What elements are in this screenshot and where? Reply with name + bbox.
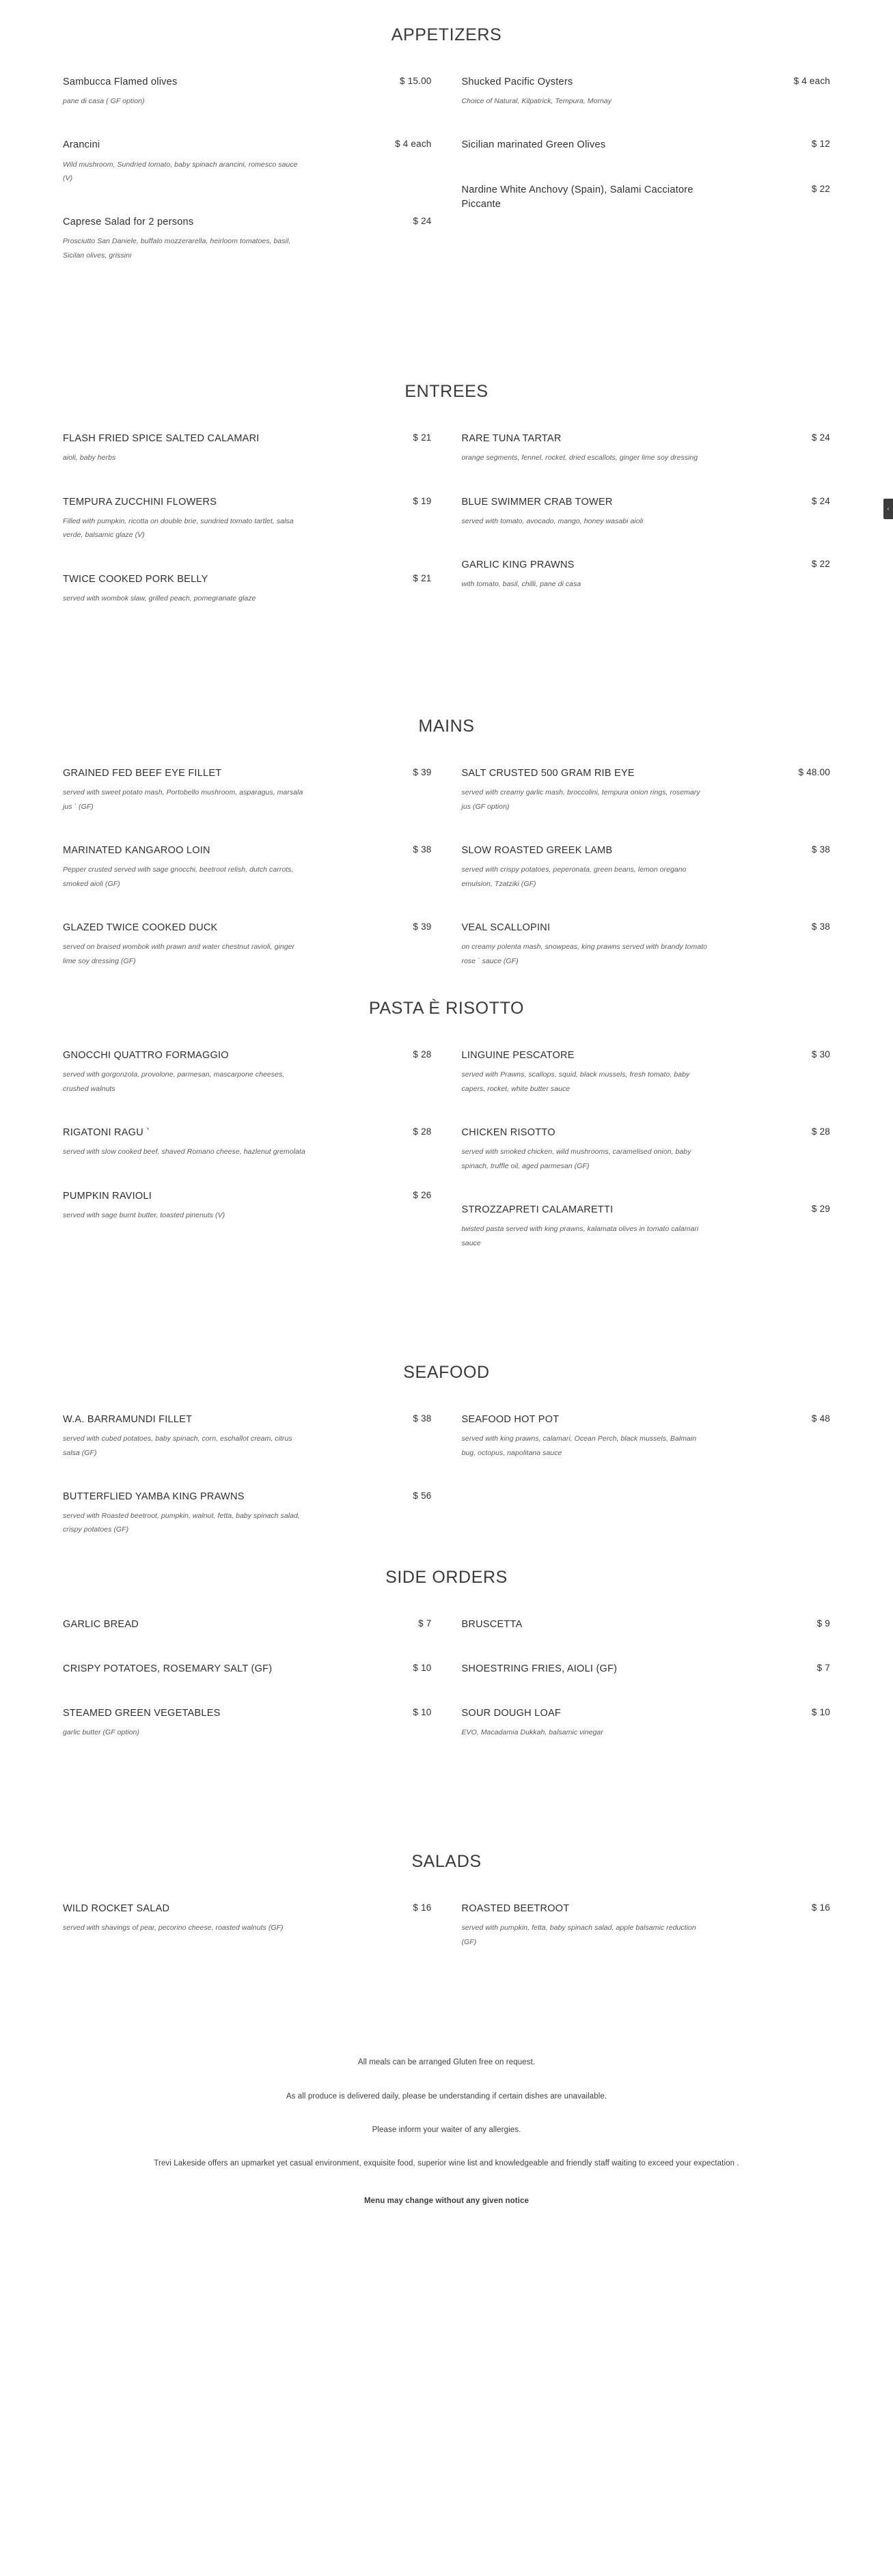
menu-item [462, 1049, 831, 1096]
menu-item-name: GARLIC KING PRAWNS [461, 559, 575, 571]
menu-column-left [63, 432, 447, 635]
menu-item [63, 1490, 432, 1537]
menu-section-mains [0, 635, 893, 998]
menu-item-price: $ 9 [816, 1618, 830, 1629]
menu-item-name: LINGUINE PESCATORE [461, 1050, 575, 1062]
menu-item-head [462, 432, 831, 446]
menu-item-name: RARE TUNA TARTAR [461, 433, 562, 445]
menu-items-grid [0, 1049, 893, 1280]
menu-item-description: served with Prawns, scallops, squid, black mussels, fresh tomato, baby capers, rocket, white butter sauce [461, 1070, 690, 1093]
menu-item [462, 183, 831, 212]
menu-item [63, 1706, 432, 1739]
menu-item [462, 138, 831, 152]
menu-item-head [462, 138, 831, 152]
menu-item-head [462, 558, 831, 572]
menu-item-description: served with tomato, avocado, mango, honey wasabi aioli [461, 516, 644, 525]
menu-item-description: served with shavings of pear, pecorino cheese, roasted walnuts (GF) [63, 1924, 284, 1933]
menu-item-head [63, 1706, 432, 1721]
menu-item-description: aioli, baby herbs [63, 454, 116, 462]
menu-item-name: CHICKEN RISOTTO [461, 1127, 555, 1139]
menu-item [462, 558, 831, 591]
menu-item [63, 215, 432, 262]
menu-item-name: GRAINED FED BEEF EYE FILLET [63, 768, 222, 779]
menu-item-head [63, 215, 432, 230]
menu-column-left [63, 1413, 447, 1567]
menu-item-head [462, 1706, 831, 1721]
menu-item-price: $ 24 [811, 495, 830, 506]
menu-item [63, 1189, 432, 1222]
menu-item-price: $ 22 [811, 559, 830, 570]
menu-item-name: SALT CRUSTED 500 GRAM RIB EYE [461, 768, 635, 779]
menu-item [63, 495, 432, 542]
menu-item-name: SOUR DOUGH LOAF [461, 1707, 562, 1719]
menu-item-price: $ 16 [811, 1902, 830, 1913]
chevron-left-icon: ‹ [887, 505, 890, 512]
menu-item [462, 432, 831, 465]
menu-item-head [63, 75, 432, 89]
menu-item [462, 921, 831, 968]
menu-item-head [462, 183, 831, 212]
menu-item-description: Prosciutto San Daniele, buffalo mozzerarella, heirloom tomatoes, basil, Sicilan olives, grissini [63, 237, 291, 260]
menu-item-name: STEAMED GREEN VEGETABLES [63, 1707, 221, 1719]
menu-item-name: BUTTERFLIED YAMBA KING PRAWNS [63, 1491, 245, 1502]
menu-item-description: served with creamy garlic mash, broccolini, tempura onion rings, rosemary jus (GF option) [461, 788, 700, 811]
menu-item-description: served with slow cooked beef, shaved Romano cheese, hazlenut gremolata [63, 1148, 305, 1157]
menu-column-right [447, 432, 831, 635]
menu-item-name: W.A. BARRAMUNDI FILLET [63, 1414, 193, 1426]
menu-column-left [63, 75, 447, 292]
menu-item-description: orange segments, fennel, rocket, dried escallots, ginger lime soy dressing [461, 454, 698, 462]
menu-item-name: VEAL SCALLOPINI [461, 922, 551, 934]
menu-item [462, 495, 831, 528]
menu-item-name: Shucked Pacific Oysters [461, 77, 573, 87]
menu-item-name: CRISPY POTATOES, ROSEMARY SALT (GF) [63, 1663, 273, 1674]
menu-item-price: $ 4 each [395, 139, 432, 150]
footer-notes [0, 2055, 893, 2236]
menu-item-description: Filled with pumpkin, ricotta on double brie, sundried tomato tartlet, salsa verde, balsamic glaze (V) [63, 516, 294, 540]
menu-item-price: $ 12 [811, 139, 830, 150]
menu-item-description: served with sage burnt butter, toasted pinenuts (V) [63, 1210, 225, 1219]
menu-item-price: $ 56 [413, 1490, 432, 1501]
menu-item-head [462, 844, 831, 858]
menu-section-seafood [0, 1280, 893, 1567]
menu-item-head [462, 1049, 831, 1063]
menu-section-pasta-risotto [0, 998, 893, 1280]
menu-item-price: $ 22 [811, 183, 830, 194]
menu-item [63, 432, 432, 465]
menu-item-description: served with crispy potatoes, peperonata, green beans, lemon oregano emulsion, Tzatziki (GF) [461, 865, 687, 888]
menu-item-name: GLAZED TWICE COOKED DUCK [63, 922, 218, 934]
menu-item-head [462, 921, 831, 935]
menu-item-name: GNOCCHI QUATTRO FORMAGGIO [63, 1050, 229, 1062]
menu-item-price: $ 38 [413, 844, 432, 855]
menu-item-head [462, 1126, 831, 1140]
section-title-pasta-risotto: PASTA È RISOTTO [368, 999, 525, 1019]
menu-item [462, 1902, 831, 1949]
menu-item-name: GARLIC BREAD [63, 1618, 139, 1630]
menu-item-description: served with king prawns, calamari, Ocean Perch, black mussels, Balmain bug, octopus, napolitana sauce [461, 1435, 697, 1457]
menu-item-price: $ 38 [811, 844, 830, 855]
menu-item-name: STROZZAPRETI CALAMARETTI [461, 1204, 614, 1216]
menu-item [63, 766, 432, 814]
menu-item-name: ROASTED BEETROOT [461, 1903, 570, 1915]
menu-item-head [63, 1618, 432, 1632]
menu-item-head [63, 766, 432, 781]
menu-column-right [447, 1618, 831, 1770]
menu-item-price: $ 4 each [793, 76, 830, 86]
menu-column-right [447, 1902, 831, 1979]
menu-item-price: $ 10 [413, 1706, 432, 1717]
menu-item [63, 572, 432, 605]
menu-item-description: served with pumpkin, fetta, baby spinach salad, apple balsamic reduction (GF) [461, 1924, 696, 1946]
menu-item-name: SHOESTRING FRIES, AIOLI (GF) [461, 1663, 618, 1674]
menu-item [63, 138, 432, 185]
menu-item-price: $ 28 [413, 1126, 432, 1137]
menu-item-head [63, 1662, 432, 1676]
menu-item-description: served with cubed potatoes, baby spinach, corn, eschallot cream, citrus salsa (GF) [63, 1435, 292, 1457]
menu-item [63, 844, 432, 891]
menu-column-right [447, 1049, 831, 1280]
menu-section-appetizers [0, 0, 893, 292]
menu-item [462, 1413, 831, 1460]
menu-item-price: $ 28 [811, 1126, 830, 1137]
menu-column-left [63, 1049, 447, 1280]
menu-item [63, 1413, 432, 1460]
menu-item-head [462, 1618, 831, 1632]
menu-item-price: $ 26 [413, 1189, 432, 1200]
menu-items-grid [0, 75, 893, 292]
menu-item-head [63, 1126, 432, 1140]
menu-items-grid [0, 766, 893, 998]
footer-note-gluten: All meals can be arranged Gluten free on request. [357, 2058, 536, 2067]
menu-item [63, 1618, 432, 1632]
menu-item-description: served with wombok slaw, grilled peach, pomegranate glaze [63, 594, 256, 603]
footer-note-produce: As all produce is delivered daily, please be understanding if certain dishes are unavailable. [286, 2092, 607, 2101]
menu-item [63, 75, 432, 108]
menu-item-name: SLOW ROASTED GREEK LAMB [461, 845, 613, 857]
menu-item-head [462, 495, 831, 510]
footer-note-about: Trevi Lakeside offers an upmarket yet casual environment, exquisite food, superior wine list and knowledgeable and friendly staff waiting to exceed your expectation . [154, 2159, 739, 2168]
footer-note-allergies: Please inform your waiter of any allergies. [372, 2125, 521, 2134]
menu-item-price: $ 10 [811, 1706, 830, 1717]
menu-items-grid [0, 1902, 893, 1979]
menu-column-left [63, 766, 447, 998]
menu-item [462, 1706, 831, 1739]
menu-item-price: $ 21 [413, 432, 432, 443]
edge-collapse-tab[interactable] [883, 499, 893, 519]
menu-item [63, 1049, 432, 1096]
menu-item-description: pane di casa ( GF option) [63, 97, 145, 106]
menu-item-price: $ 48 [811, 1413, 830, 1424]
menu-column-left [63, 1618, 447, 1770]
menu-item-head [63, 1413, 432, 1427]
menu-items-grid [0, 1413, 893, 1567]
menu-item-price: $ 7 [418, 1618, 432, 1629]
section-title-mains: MAINS [418, 717, 475, 736]
menu-item-head [63, 138, 432, 152]
menu-item-name: PUMPKIN RAVIOLI [63, 1190, 152, 1202]
menu-item-name: Arancini [63, 139, 100, 151]
menu-item-name: MARINATED KANGAROO LOIN [63, 845, 210, 857]
menu-item-price: $ 15.00 [400, 76, 432, 86]
menu-item-head [462, 1203, 831, 1217]
menu-item-price: $ 19 [413, 495, 432, 506]
menu-item-name: Sambucca Flamed olives [63, 77, 178, 87]
menu-item-description: garlic butter (GF option) [63, 1728, 139, 1736]
menu-item-head [63, 1049, 432, 1063]
menu-item-head [63, 572, 432, 587]
menu-item-name: TEMPURA ZUCCHINI FLOWERS [63, 496, 217, 508]
menu-item-description: served with sweet potato mash, Portobello mushroom, asparagus, marsala jus ` (GF) [63, 788, 303, 811]
menu-items-grid [0, 432, 893, 635]
menu-item-price: $ 38 [811, 922, 830, 932]
menu-item-price: $ 7 [816, 1662, 830, 1673]
menu-item [63, 1662, 432, 1676]
menu-item-price: $ 28 [413, 1049, 432, 1060]
menu-item-name: BRUSCETTA [461, 1618, 523, 1630]
menu-column-right [447, 75, 831, 292]
menu-item [462, 1662, 831, 1676]
menu-item-name: SEAFOOD HOT POT [461, 1414, 560, 1426]
menu-item-price: $ 48.00 [798, 767, 830, 778]
menu-item-name: RIGATONI RAGU ` [63, 1127, 150, 1139]
menu-item-head [63, 921, 432, 935]
menu-item [462, 844, 831, 891]
menu-section-salads [0, 1769, 893, 1979]
menu-item-head [63, 1490, 432, 1504]
menu-item-price: $ 24 [413, 216, 432, 227]
menu-item-name: BLUE SWIMMER CRAB TOWER [461, 496, 613, 508]
menu-item-description: Choice of Natural, Kilpatrick, Tempura, Mornay [461, 97, 612, 106]
menu-item-description: served on braised wombok with prawn and water chestnut ravioli, ginger lime soy dressing (GF) [63, 943, 295, 965]
menu-item-price: $ 39 [413, 922, 432, 932]
section-title-entrees: ENTREES [404, 382, 489, 402]
menu-item [462, 1203, 831, 1250]
menu-item [63, 1902, 432, 1935]
menu-item [462, 1618, 831, 1632]
menu-item-head [63, 1189, 432, 1204]
menu-item-head [462, 75, 831, 89]
menu-items-grid [0, 1618, 893, 1770]
menu-item-price: $ 10 [413, 1662, 432, 1673]
menu-column-right [447, 1413, 831, 1567]
menu-item-description: twisted pasta served with king prawns, kalamata olives in tomato calamari sauce [461, 1225, 699, 1247]
menu-item [462, 1126, 831, 1173]
menu-item-description: served with gorgonzola, provolone, parmesan, mascarpone cheeses, crushed walnuts [63, 1070, 285, 1093]
menu-item [63, 921, 432, 968]
menu-item-name: Sicilian marinated Green Olives [461, 139, 606, 151]
menu-item-head [462, 1413, 831, 1427]
menu-item-description: EVO, Macadamia Dukkah, balsamic vinegar [461, 1728, 603, 1736]
menu-section-entrees [0, 292, 893, 635]
menu-item-name: Nardine White Anchovy (Spain), Salami Cacciatore Piccante [461, 184, 693, 210]
menu-item-description: Wild mushroom, Sundried tomato, baby spinach arancini, romesco sauce (V) [63, 160, 298, 182]
menu-item-head [462, 1662, 831, 1676]
menu-item-head [63, 844, 432, 858]
menu-item-name: TWICE COOKED PORK BELLY [63, 573, 208, 585]
menu-section-side-orders [0, 1567, 893, 1770]
menu-item-description: served with Roasted beetroot, pumpkin, walnut, fetta, baby spinach salad, crispy potatoes (GF) [63, 1512, 300, 1534]
menu-item-head [63, 432, 432, 446]
section-title-seafood: SEAFOOD [403, 1363, 490, 1383]
menu-item-price: $ 30 [811, 1049, 830, 1060]
menu-column-right [447, 766, 831, 998]
menu-item-price: $ 29 [811, 1204, 830, 1215]
menu-item-head [63, 1902, 432, 1916]
section-title-salads: SALADS [411, 1852, 482, 1872]
menu-item-price: $ 16 [413, 1902, 432, 1913]
menu-item-head [462, 766, 831, 781]
menu-item-name: WILD ROCKET SALAD [63, 1903, 170, 1915]
section-title-appetizers: APPETIZERS [391, 25, 502, 44]
menu-item-price: $ 39 [413, 767, 432, 778]
menu-item-head [63, 495, 432, 510]
menu-item-price: $ 38 [413, 1413, 432, 1424]
menu-item-description: served with smoked chicken, wild mushrooms, caramelised onion, baby spinach, truffle oil, aged parmesan (GF) [461, 1148, 691, 1170]
menu-item-description: Pepper crusted served with sage gnocchi, beetroot relish, dutch carrots, smoked aioli (GF) [63, 865, 294, 888]
menu-item-price: $ 24 [811, 432, 830, 443]
menu-item-head [462, 1902, 831, 1916]
menu-item [462, 766, 831, 814]
menu-item [462, 75, 831, 108]
menu-item-price: $ 21 [413, 572, 432, 583]
section-title-side-orders: SIDE ORDERS [385, 1567, 508, 1587]
menu-item-description: on creamy polenta mash, snowpeas, king prawns served with brandy tomato rose ` sauce (GF) [461, 943, 708, 965]
menu-item-description: with tomato, basil, chilli, pane di casa [461, 580, 581, 589]
footer-note-change: Menu may change without any given notice [363, 2197, 530, 2206]
menu-column-left [63, 1902, 447, 1979]
menu-item-name: Caprese Salad for 2 persons [63, 217, 194, 228]
menu-item [63, 1126, 432, 1159]
menu-item-name: FLASH FRIED SPICE SALTED CALAMARI [63, 433, 260, 445]
